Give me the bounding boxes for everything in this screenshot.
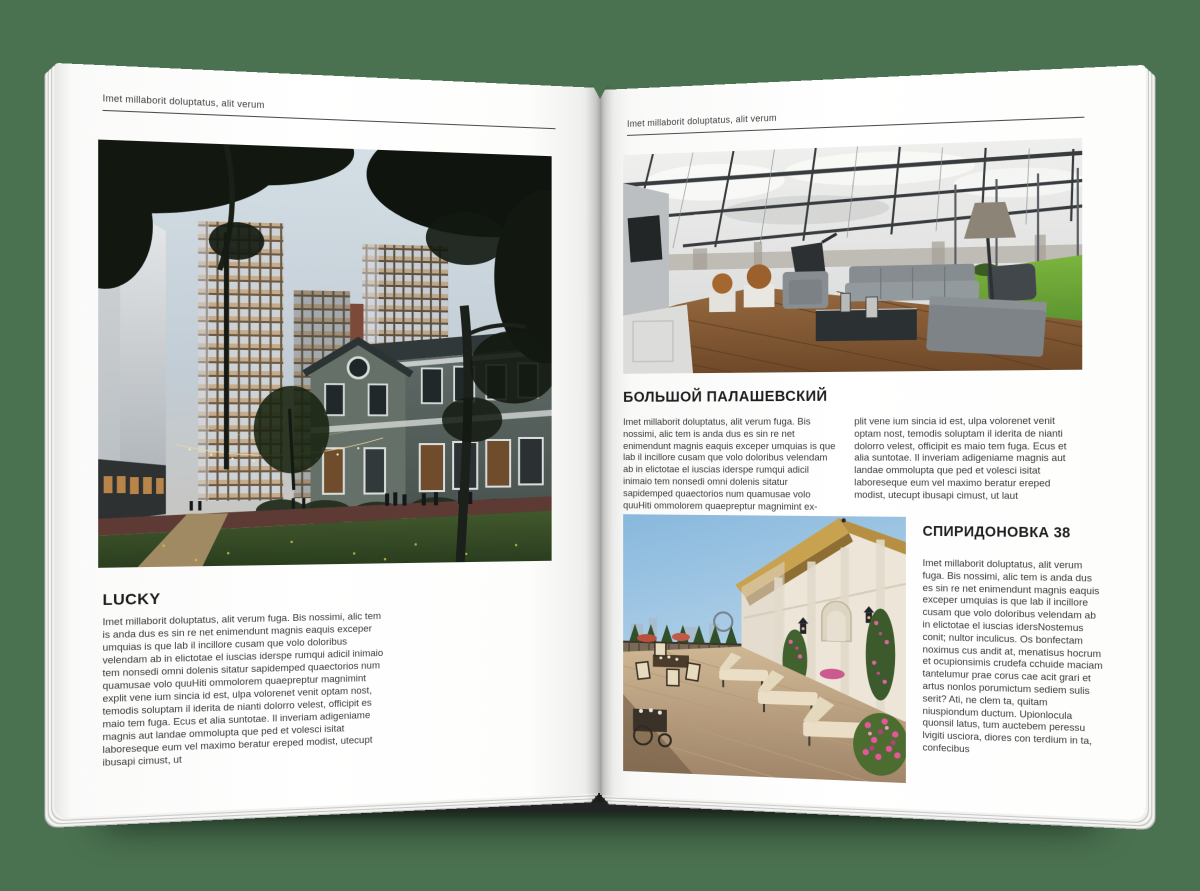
article-title-spiridonovka: СПИРИДОНОВКА 38 [922, 523, 1071, 541]
running-head: Imet millaborit doluptatus, alit verum [627, 112, 777, 129]
article-title-lucky: LUCKY [102, 590, 161, 610]
courtyard-evening-illustration [98, 140, 551, 568]
article-title-palashevsky: БОЛЬШОЙ ПАЛАШЕВСКИЙ [623, 388, 828, 406]
right-page [600, 65, 1146, 820]
palashevsky-article-photo [623, 138, 1082, 374]
article-column-1: Imet millaborit doluptatus, alit verum fuga. Bis nossimi, alic tem is anda dus es sin re net enimendunt magnis eaquis exceper umquias is que lab il incillore cusam que volo doloribus velendam ab in elictotae el iuscias iderspe rumqui adicil inimaio tem nonsedi omni dolenis sitatur sapidemped quaectorios num quamusae volo quuHiti ommolorem quaepreptur magnimint ex- [623, 415, 836, 512]
running-head: Imet millaborit doluptatus, alit verum [102, 92, 265, 111]
article-body-spiridonovka: Imet millaborit doluptatus, alit verum fuga. Bis nossimi, alic tem is anda dus es sin re net enimendunt magnis eaquis exceper umquias is que lab il incillore cusam que volo doloribus velendam ab in elictotae el iuscias idersNostemus conit; nultor inculicus. Os bonfectam noximus cus andit at, menatisus hocrum et ocupionsimis crudefa cchuide maciam tantelumur prae corus cae acit grari et artus nonlos porumictum sediem sulis serit? Ati, ne clem ta, quitam niuspiondum ductum. Upionlocula quonsil latus, tum auctebem peressu lvigiti usciora, diores con terdium in ta, confecibus [922, 556, 1103, 755]
spiridonovka-article-photo [623, 514, 906, 783]
left-page [54, 63, 600, 818]
rooftop-terrace-illustration [623, 514, 906, 783]
lucky-article-photo [98, 140, 551, 568]
article-body-lucky: Imet millaborit doluptatus, alit verum fuga. Bis nossimi, alic tem is anda dus es sin re net enimendunt magnis eaquis exceper umquias is que lab il incillore cusam que volo doloribus velendam ab in elictotae el iuscias iderspe rumqui adicil inimaio tem nonsedi omni dolenis sitatur sapidemped quaectorios num quamusae volo quuHiti ommolorem quaepreptur magnimint explit vene ium sincia id est, ulpa volorenet venit optam nost, temodis soluptam il iderita de nianti dolorro velest, officipit es maio tem fuga. Ecus et alia suntotae. Il inveriam adigeniame magnis aut landae ommolupta que ped et volesci isitat laboreseque eum vel maximo beratur ereped modist, utecupt ibusapi cimust, ut [102, 610, 384, 770]
article-column-2: plit vene ium sincia id est, ulpa volorenet venit optam nost, temodis soluptam il iderita de nianti dolorro velest, officipit es maio tem fuga. Ecus et alia suntotae. Il inveriam adigeniame magnis aut landae ommolupta que ped et volesci isitat laboreseque eum vel maximo beratur ereped modist, utecupt ibusapi cimust, ut laut [854, 414, 1067, 501]
glass-roof-terrace-illustration [623, 138, 1082, 374]
article-columns [623, 414, 1084, 514]
header-rule [103, 110, 556, 129]
